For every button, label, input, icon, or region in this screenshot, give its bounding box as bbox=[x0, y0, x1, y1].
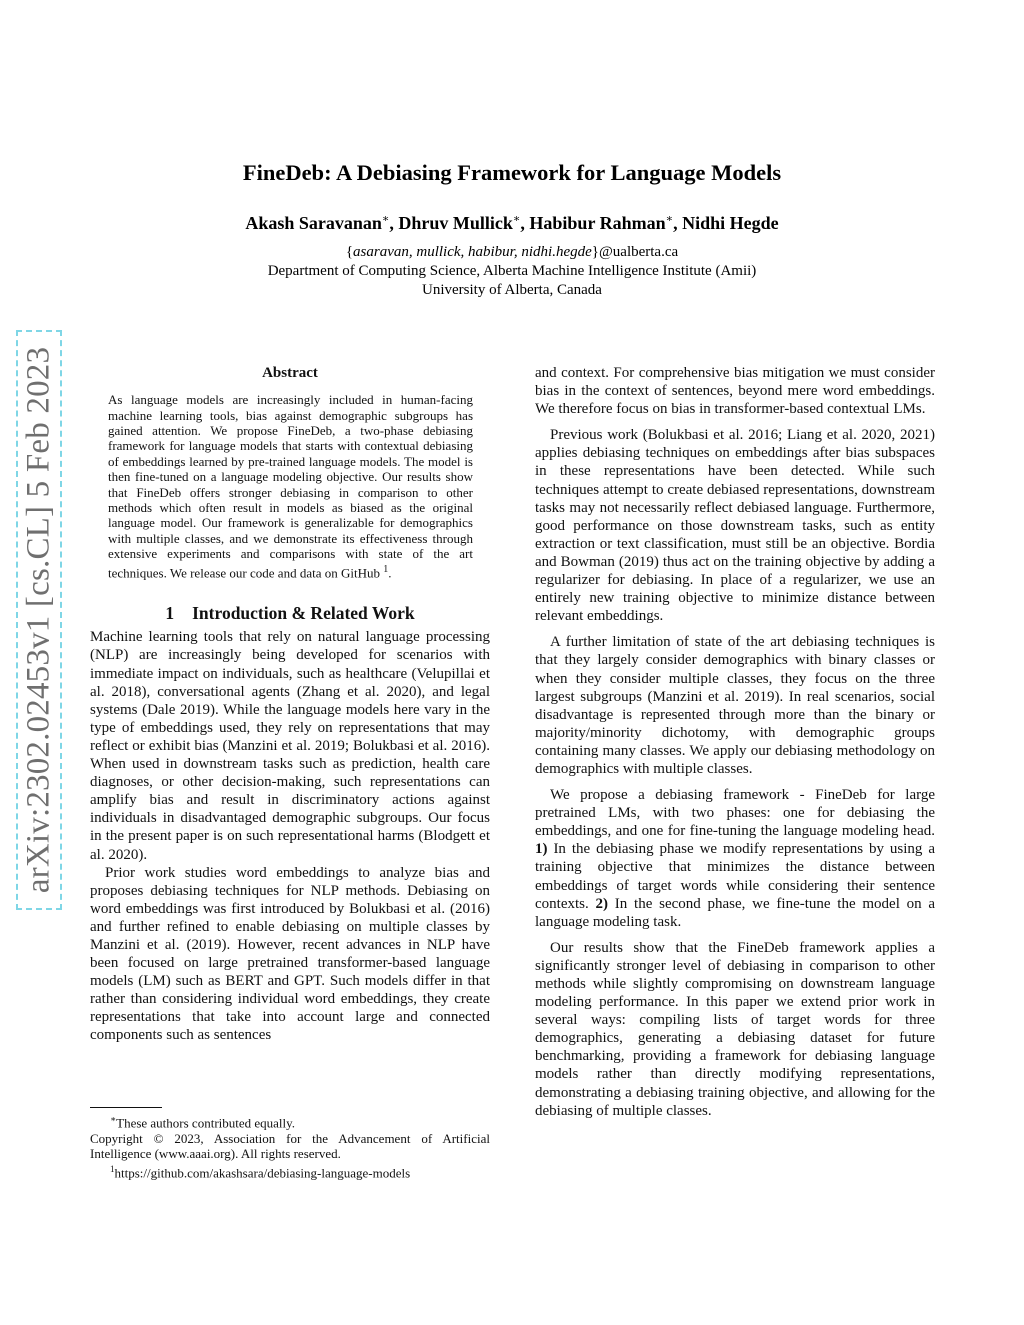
arxiv-identifier[interactable]: arXiv:2302.02453v1 [cs.CL] 5 Feb 2023 bbox=[20, 346, 57, 894]
right-column bbox=[535, 364, 935, 1120]
affiliation-university: University of Alberta, Canada bbox=[422, 282, 602, 298]
github-link[interactable]: https://github.com/akashsara/debiasing-language-models bbox=[114, 1164, 411, 1180]
equal-contribution-mark: ∗ bbox=[381, 213, 390, 225]
left-column bbox=[90, 364, 490, 1045]
author-name: Nidhi Hegde bbox=[682, 213, 779, 233]
abstract-body bbox=[108, 392, 473, 580]
phase-label: 2) bbox=[595, 895, 609, 912]
footnote-mark: ∗ bbox=[110, 1114, 117, 1124]
author-name: Habibur Rahman bbox=[529, 213, 666, 233]
equal-contribution-mark: ∗ bbox=[665, 213, 674, 225]
author-name: Akash Saravanan bbox=[245, 213, 382, 233]
equal-contribution-mark: ∗ bbox=[512, 213, 521, 225]
email-domain: @ualberta.ca bbox=[598, 244, 679, 260]
section-title: Introduction & Related Work bbox=[192, 603, 415, 624]
author-list bbox=[0, 212, 1024, 234]
paper-title: FineDeb: A Debiasing Framework for Language Models bbox=[242, 160, 782, 185]
author-separator: , bbox=[673, 213, 683, 233]
paragraph-continuation: and context. For comprehensive bias mitigation we must consider bias in the context of sentences, beyond mere word embeddings. We therefore focus on bias in transformer-based contextual LMs. bbox=[535, 365, 935, 418]
footnote-mark: 1 bbox=[110, 1163, 115, 1174]
paragraph: Prior work studies word embeddings to analyze bias and proposes debiasing techniques for NLP methods. Debiasing on word embeddings was first introduced by Bolukbasi et al. (2016) and further refined to enable debiasing on multiple classes by Manzini et al. (2019). However, recent advances in NLP have been focused on large pretrained transformer-based language models (LM) such as BERT and GPT. Such models differ in that rather than considering individual word embeddings, they create representations that take into account large and connected components such as sentences bbox=[90, 864, 490, 1044]
section-heading bbox=[90, 604, 490, 622]
phase-label: 1) bbox=[535, 841, 548, 858]
paragraph: Machine learning tools that rely on natural language processing (NLP) are increasingly being developed for scenarios with immediate impact on individuals, such as healthcare (Velupillai et al. 2018), conversational agents (Zhang et al. 2020), and legal systems (Dale 2019). While the language models here vary in the type of embeddings used, they rely on representations that may reflect or exhibit bias (Manzini et al. 2019; Bolukbasi et al. 2016). When used in downstream tasks such as prediction, health care diagnoses, or other decision-making, such representations can amplify bias and result in discriminatory actions against individuals in disadvantaged demographic subgroups. Our focus in the present paper is on such representational harms (Blodgett et al. 2020). bbox=[90, 629, 490, 863]
paragraph: Our results show that the FineDeb framework applies a significantly stronger level of debiasing in comparison to other methods while slightly compromising on downstream language modeling performance. In this paper we extend prior work in several ways: compiling lists of target words for three demographics, generating a debiasing dataset for future benchmarking, providing a framework for debiasing language models rather than directly modifying representations, demonstrating a debiasing training objective, and allowing for the debiasing of multiple classes. bbox=[535, 939, 935, 1119]
paragraph: Previous work (Bolukbasi et al. 2016; Liang et al. 2020, 2021) applies debiasing techniques on embeddings after bias subspaces in these representations have been detected. While such techniques attempt to create debiased representations, downstream tasks may not necessarily reflect debiased language. Furthermore, good performance on those downstream tasks, such as entity extraction or text classification, must still be an objective. Bordia and Bowman (2019) thus act on the training objective by adding a regularizer for debiasing. In place of a regularizer, we use an entirely new training objective to minimize distance between relevant embeddings. bbox=[535, 427, 935, 625]
paragraph-proposal: We propose a debiasing framework - FineDeb for large pretrained LMs, with two phases: one for debiasing the embeddings, and one for fine-tuning the language modeling head. 1) In the debiasing phase we modify representations by using a training objective that minimizes the distance between embeddings of target words while considering their sentence contexts. 2) In the second phase, we fine-tune the model on a language modeling task. bbox=[535, 787, 936, 930]
footnotes bbox=[90, 1107, 490, 1180]
abstract-end: . bbox=[388, 564, 392, 580]
footnote-github bbox=[90, 1162, 490, 1181]
email-usernames: asaravan, mullick, habibur, nidhi.hegde bbox=[353, 244, 592, 260]
abstract-heading: Abstract bbox=[262, 365, 318, 381]
email-brace-close: } bbox=[591, 244, 599, 260]
abstract-text: As language models are increasingly included in human-facing machine learning tools, bias against demographic subgroups has gained attention. We propose FineDeb, a two-phase debiasing framework for language models that starts with contextual debiasing of embeddings learned by pre-trained language models. The model is then fine-tuned on a language modeling objective. Our results show that FineDeb offers stronger debiasing in comparison to other methods which often result in models as biased as the original language model. Our framework is generalizable for demographics with multiple classes, and we demonstrate its effectiveness through extensive experiments and comparisons with state of the art techniques. We release our code and data on GitHub bbox=[108, 392, 473, 580]
paragraph: A further limitation of state of the art debiasing techniques is that they largely consider demographics with binary classes or when they consider multiple classes, they focus on the three largest subgroups (Manzini et al. 2019). In real scenarios, social disadvantage is represented through more than the binary or majority/minority dichotomy, with demographic groups containing many classes. We apply our debiasing methodology on demographics with multiple classes. bbox=[535, 634, 935, 777]
copyright-notice: Copyright © 2023, Association for the Advancement of Artificial Intelligence (www.aaai.org). All rights reserved. bbox=[90, 1130, 490, 1162]
footnote-rule bbox=[90, 1107, 162, 1108]
affiliation-department: Department of Computing Science, Alberta Machine Intelligence Institute (Amii) bbox=[267, 263, 757, 279]
author-separator: , bbox=[389, 213, 399, 233]
author-emails bbox=[0, 244, 1024, 261]
footnote-ref-1[interactable]: 1 bbox=[383, 563, 389, 575]
email-brace-open: { bbox=[345, 244, 354, 260]
author-separator: , bbox=[520, 213, 530, 233]
author-name: Dhruv Mullick bbox=[398, 213, 513, 233]
section-number: 1 bbox=[165, 603, 175, 624]
footnote-equal-contribution: ∗These authors contributed equally. bbox=[110, 1114, 296, 1131]
